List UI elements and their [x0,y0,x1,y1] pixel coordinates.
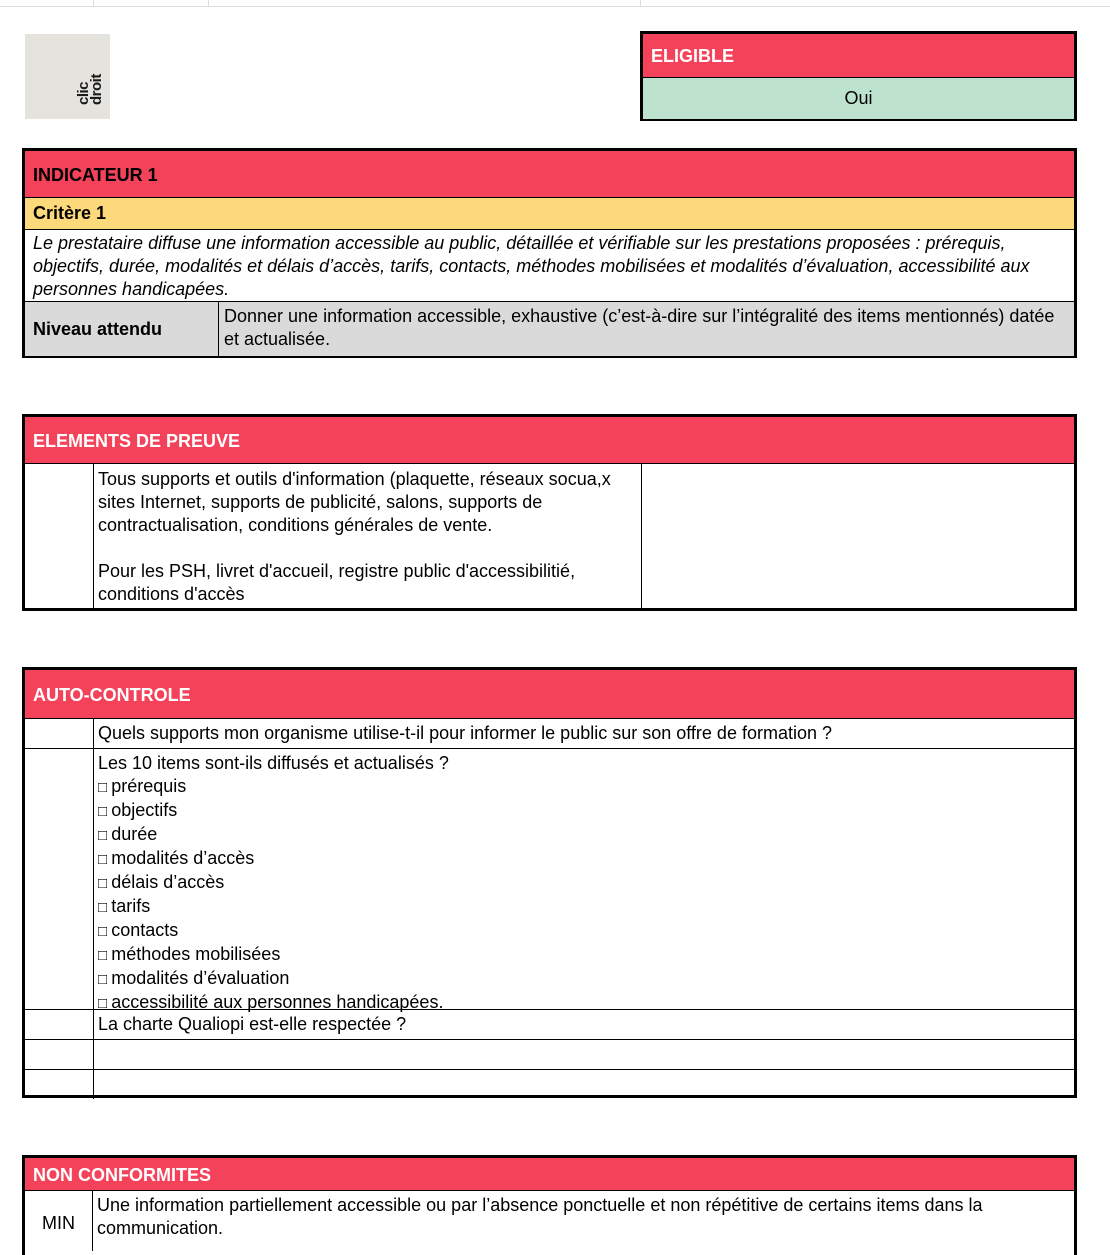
auto-row-5 [25,1070,1074,1099]
logo-text: clic droit [75,74,105,105]
auto-question-1: Quels supports mon organisme utilise-t-il pour informer le public sur son offre de formation ? [98,723,833,743]
item-accessibilite: □ accessibilité aux personnes handicapées. [98,991,1069,1015]
sheet-gridlines [0,0,1110,7]
niveau-label: Niveau attendu [25,302,219,356]
eligible-label: ELIGIBLE [643,34,1074,78]
auto-question-3: La charte Qualiopi est-elle respectée ? [98,1014,407,1034]
auto-row-2-check-cell[interactable] [25,749,94,1009]
auto-row-5-text-cell[interactable] [94,1070,1074,1099]
auto-title: AUTO-CONTROLE [25,670,1074,719]
preuve-para-1: Tous supports et outils d'information (plaquette, réseaux socua,x sites Internet, supports de publicité, salons, supports de contractualisation, conditions générales de vente. [98,469,611,535]
item-tarifs: □ tarifs [98,895,1069,919]
nc-min-label: MIN [25,1191,93,1251]
auto-row-4-check-cell[interactable] [25,1040,94,1069]
item-modalites-evaluation: □ modalités d’évaluation [98,967,1069,991]
eligible-value[interactable]: Oui [643,78,1074,119]
auto-question-2-cell [94,749,1074,1012]
niveau-row [25,302,1074,356]
preuve-section [22,414,1077,611]
nc-min-text: Une information partiellement accessible ou par l’absence ponctuelle et non répétitive de certains items dans la communication. [97,1195,983,1238]
auto-row-4-text-cell[interactable] [94,1040,1074,1069]
preuve-row [25,464,1074,608]
preuve-text-cell [94,464,642,608]
preuve-title: ELEMENTS DE PREUVE [25,417,1074,464]
preuve-notes-cell[interactable] [642,464,1074,608]
item-modalites-acces: □ modalités d’accès [98,847,1069,871]
auto-question-2: Les 10 items sont-ils diffusés et actualisés ? [98,753,449,773]
auto-row-1 [25,719,1074,749]
nc-title: NON CONFORMITES [25,1158,1074,1191]
critere-text: Le prestataire diffuse une information accessible au public, détaillée et vérifiable sur les prestations proposées : prérequis, objectifs, durée, modalités et délais d’accès, tarifs, contacts, méthodes mobilisées et modalités d’évaluation, accessibilité aux personnes handicapées. [25,230,1074,302]
item-prerequis: □ prérequis [98,775,1069,799]
auto-row-5-check-cell[interactable] [25,1070,94,1099]
eligible-box [640,31,1077,121]
item-contacts: □ contacts [98,919,1069,943]
auto-row-2 [25,749,1074,1010]
nc-row-min [25,1191,1074,1251]
item-methodes: □ méthodes mobilisées [98,943,1069,967]
auto-row-3 [25,1010,1074,1040]
critere-title: Critère 1 [25,198,1074,230]
preuve-para-2: Pour les PSH, livret d'accueil, registre public d'accessibilitié, conditions d'accès [98,561,576,604]
item-duree: □ durée [98,823,1069,847]
auto-controle-section [22,667,1077,1098]
preuve-empty-cell[interactable] [25,464,94,608]
niveau-text: Donner une information accessible, exhaustive (c’est-à-dire sur l’intégralité des items mentionnés) datée et actualisée. [224,306,1055,349]
non-conformites-section [22,1155,1077,1255]
item-delais-acces: □ délais d’accès [98,871,1069,895]
auto-row-3-check-cell[interactable] [25,1010,94,1039]
auto-row-4 [25,1040,1074,1070]
indicateur-section [22,148,1077,358]
auto-row-1-check-cell[interactable] [25,719,94,748]
item-objectifs: □ objectifs [98,799,1069,823]
indicateur-title: INDICATEUR 1 [25,151,1074,198]
